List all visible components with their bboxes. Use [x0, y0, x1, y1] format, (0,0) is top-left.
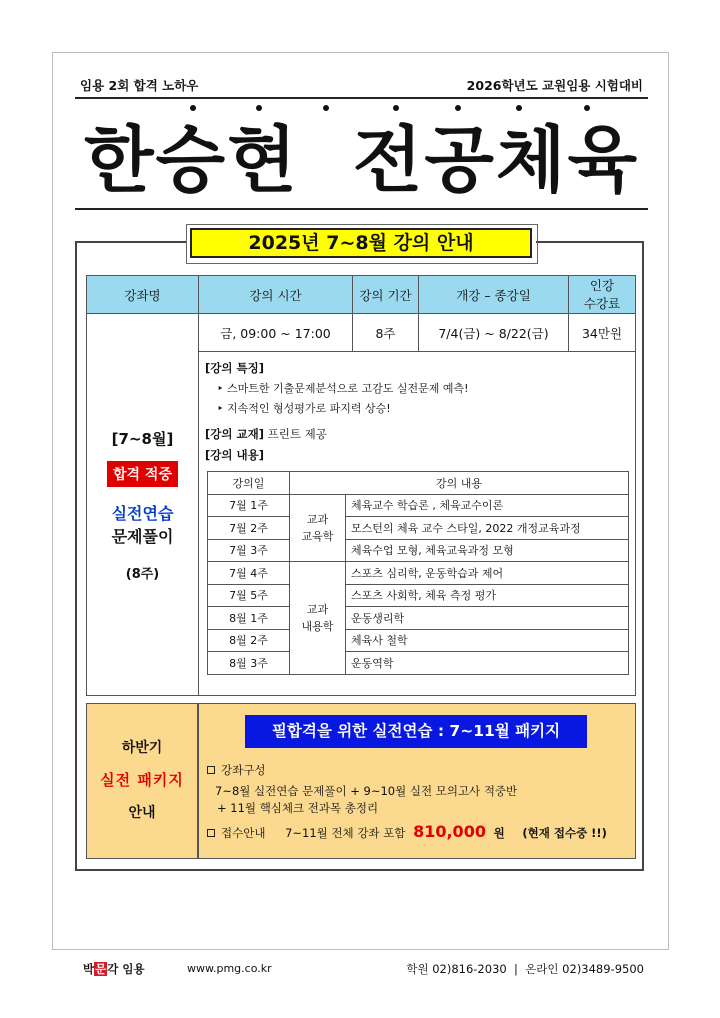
emphasis-dot — [323, 105, 329, 111]
course-weeks: (8주) — [125, 566, 160, 582]
course-name-line2: 문제풀이 — [111, 526, 174, 546]
apply-row — [207, 822, 607, 841]
emphasis-dot — [190, 105, 196, 111]
schedule-week: 7월 2주 — [208, 517, 290, 540]
course-table-header — [87, 276, 636, 314]
package-label-line2: 실전 패키지 — [100, 771, 184, 789]
apply-label: 접수안내 — [221, 826, 266, 840]
schedule-content: 체육사 철학 — [346, 629, 629, 652]
schedule-content: 모스턴의 체육 교수 스타일, 2022 개정교육과정 — [346, 517, 629, 540]
table-row — [208, 584, 629, 607]
group-line: 교과 — [306, 602, 329, 616]
course-row — [87, 314, 636, 352]
group-line: 내용학 — [301, 619, 334, 633]
material-label: [강의 교재] — [205, 427, 264, 441]
schedule-week: 8월 3주 — [208, 652, 290, 675]
col-online-fee-line2: 수강료 — [583, 295, 621, 311]
package-label-line1: 하반기 — [121, 740, 163, 756]
feature-bullet: ‣ 지속적인 형성평가로 파지력 상승! — [205, 400, 629, 416]
package-title: 필합격을 위한 실전연습 : 7~11월 패키지 — [245, 715, 587, 748]
composition-line1: 7~8월 실전연습 문제풀이 + 9~10월 실전 모의고사 적중반 — [215, 784, 518, 798]
emphasis-dot — [516, 105, 522, 111]
schedule-group-content — [290, 562, 346, 675]
square-bullet-icon — [207, 766, 215, 774]
composition-row — [207, 762, 265, 778]
logo-part: 박 — [83, 962, 95, 976]
features-title: [강의 특징] — [205, 361, 264, 375]
table-row — [208, 562, 629, 585]
footer — [75, 960, 648, 980]
col-dates: 개강 – 종강일 — [419, 276, 569, 314]
emphasis-dot — [393, 105, 399, 111]
price-unit: 원 — [493, 826, 505, 840]
emphasis-dot — [455, 105, 461, 111]
col-lecture-duration: 강의 기간 — [353, 276, 419, 314]
schedule-table — [207, 471, 629, 675]
package-label-cell — [86, 703, 198, 859]
title-divider — [75, 208, 648, 210]
apply-status: (현재 접수중 !!) — [522, 826, 607, 840]
content-label: [강의 내용] — [205, 448, 264, 462]
col-online-fee-line1: 인강 — [589, 277, 615, 293]
schedule-group-pedagogy — [290, 494, 346, 562]
schedule-content: 운동생리학 — [346, 607, 629, 630]
contact-phones: 학원 02)816-2030 | 온라인 02)3489-9500 — [406, 962, 644, 976]
schedule-week: 7월 5주 — [208, 584, 290, 607]
schedule-week: 7월 1주 — [208, 494, 290, 517]
table-row — [208, 494, 629, 517]
table-row — [208, 539, 629, 562]
group-line: 교과 — [306, 512, 329, 526]
hit-badge: 합격 적중 — [107, 461, 178, 487]
schedule-banner — [186, 224, 536, 262]
schedule-week: 8월 1주 — [208, 607, 290, 630]
schedule-col-content: 강의 내용 — [290, 472, 629, 495]
feature-bullet: ‣ 스마트한 기출문제분석으로 고감도 실전문제 예측! — [205, 380, 629, 396]
header-tagline: 임용 2회 합격 노하우 — [80, 78, 199, 93]
header-exam-target: 2026학년도 교원임용 시험대비 — [466, 78, 643, 93]
package-label-line3: 안내 — [128, 805, 156, 821]
square-bullet-icon — [207, 829, 215, 837]
course-range: [7~8월] — [111, 429, 174, 448]
course-duration: 8주 — [353, 314, 419, 352]
schedule-content: 운동역학 — [346, 652, 629, 675]
page-title: 한승현 전공체육 — [84, 118, 639, 202]
group-line: 교육학 — [301, 529, 334, 543]
schedule-header — [208, 472, 629, 495]
table-row — [208, 629, 629, 652]
publisher-logo — [83, 961, 145, 977]
schedule-week: 7월 4주 — [208, 562, 290, 585]
table-row — [208, 607, 629, 630]
course-name-cell — [87, 314, 199, 696]
col-online-fee — [569, 276, 636, 314]
header-bar — [75, 73, 648, 99]
website-link[interactable]: www.pmg.co.kr — [187, 962, 272, 975]
composition-label: 강좌구성 — [221, 763, 266, 777]
schedule-banner-title: 2025년 7~8월 강의 안내 — [190, 228, 532, 258]
schedule-content: 체육교수 학습론 , 체육교수이론 — [346, 494, 629, 517]
schedule-col-week: 강의일 — [208, 472, 290, 495]
course-detail — [199, 352, 636, 696]
composition-line2: + 11월 핵심체크 전과목 총정리 — [217, 801, 379, 815]
course-fee: 34만원 — [569, 314, 636, 352]
col-course-name: 강좌명 — [87, 276, 199, 314]
schedule-content: 스포츠 사회학, 체육 측정 평가 — [346, 584, 629, 607]
schedule-content: 체육수업 모형, 체육교육과정 모형 — [346, 539, 629, 562]
course-table — [86, 275, 636, 696]
package-price: 810,000 — [413, 822, 486, 841]
course-time: 금, 09:00 ~ 17:00 — [199, 314, 353, 352]
material-line — [205, 426, 629, 442]
emphasis-dot — [584, 105, 590, 111]
course-name-line1: 실전연습 — [111, 503, 174, 523]
logo-part: 각 임용 — [107, 962, 145, 976]
apply-text: 7~11월 전체 강좌 포함 — [285, 826, 406, 840]
schedule-week: 7월 3주 — [208, 539, 290, 562]
material-value: 프린트 제공 — [267, 427, 327, 441]
table-row — [208, 517, 629, 540]
package-info-cell — [198, 703, 636, 859]
schedule-week: 8월 2주 — [208, 629, 290, 652]
course-dates: 7/4(금) ~ 8/22(금) — [419, 314, 569, 352]
table-row — [208, 652, 629, 675]
col-lecture-time: 강의 시간 — [199, 276, 353, 314]
emphasis-dot — [256, 105, 262, 111]
logo-part: 문 — [95, 962, 107, 976]
schedule-content: 스포츠 심리학, 운동학습과 제어 — [346, 562, 629, 585]
